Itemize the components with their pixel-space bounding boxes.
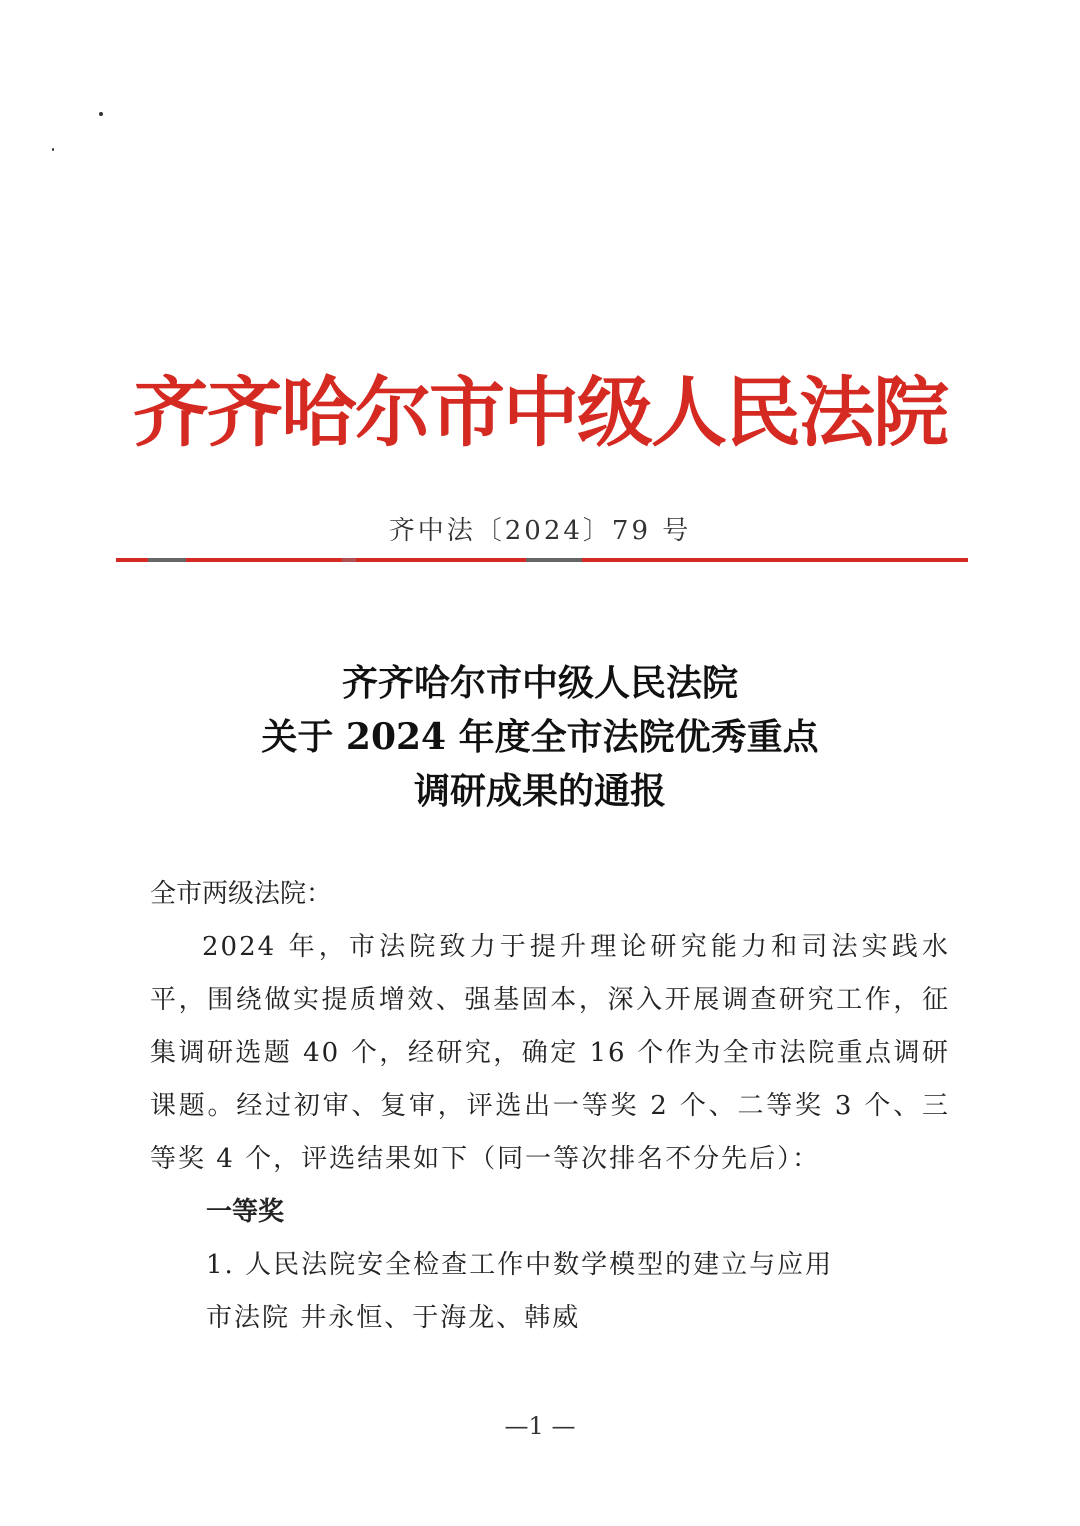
- title-line-1: 齐齐哈尔市中级人民法院: [341, 662, 738, 704]
- court-letterhead: 齐齐哈尔市中级人民法院: [133, 368, 947, 457]
- title-line-3: 调研成果的通报: [413, 770, 666, 812]
- header-divider-mark: [526, 558, 582, 562]
- award-item-authors: 市法院 井永恒、于海龙、韩威: [206, 1303, 581, 1333]
- document-number: 齐中法〔2024〕79 号: [388, 516, 692, 546]
- page-number: —1 —: [504, 1412, 576, 1440]
- document-title: [0, 656, 1080, 818]
- document-body: [150, 868, 950, 1345]
- scan-speck: [52, 148, 54, 151]
- salutation: 全市两级法院：: [150, 879, 333, 909]
- first-prize-heading: 一等奖: [206, 1197, 285, 1227]
- body-paragraph: 2024 年，市法院致力于提升理论研究能力和司法实践水平，围绕做实提质增效、强基固本，深入开展调查研究工作，征集调研选题 40 个，经研究，确定 16 个作为全市法院重点调研课题。经过初审、复审，评选出一等奖 2 个、二等奖 3 个、三等奖 4 个，评选结果如下（同一等次排名不分先后）：: [150, 932, 950, 1174]
- award-item-title: 1. 人民法院安全检查工作中数学模型的建立与应用: [206, 1250, 834, 1280]
- scan-speck: [99, 112, 103, 116]
- title-line-2: 关于 2024 年度全市法院优秀重点: [261, 716, 819, 758]
- header-divider-mark: [148, 558, 186, 562]
- header-divider-mark: [342, 558, 356, 562]
